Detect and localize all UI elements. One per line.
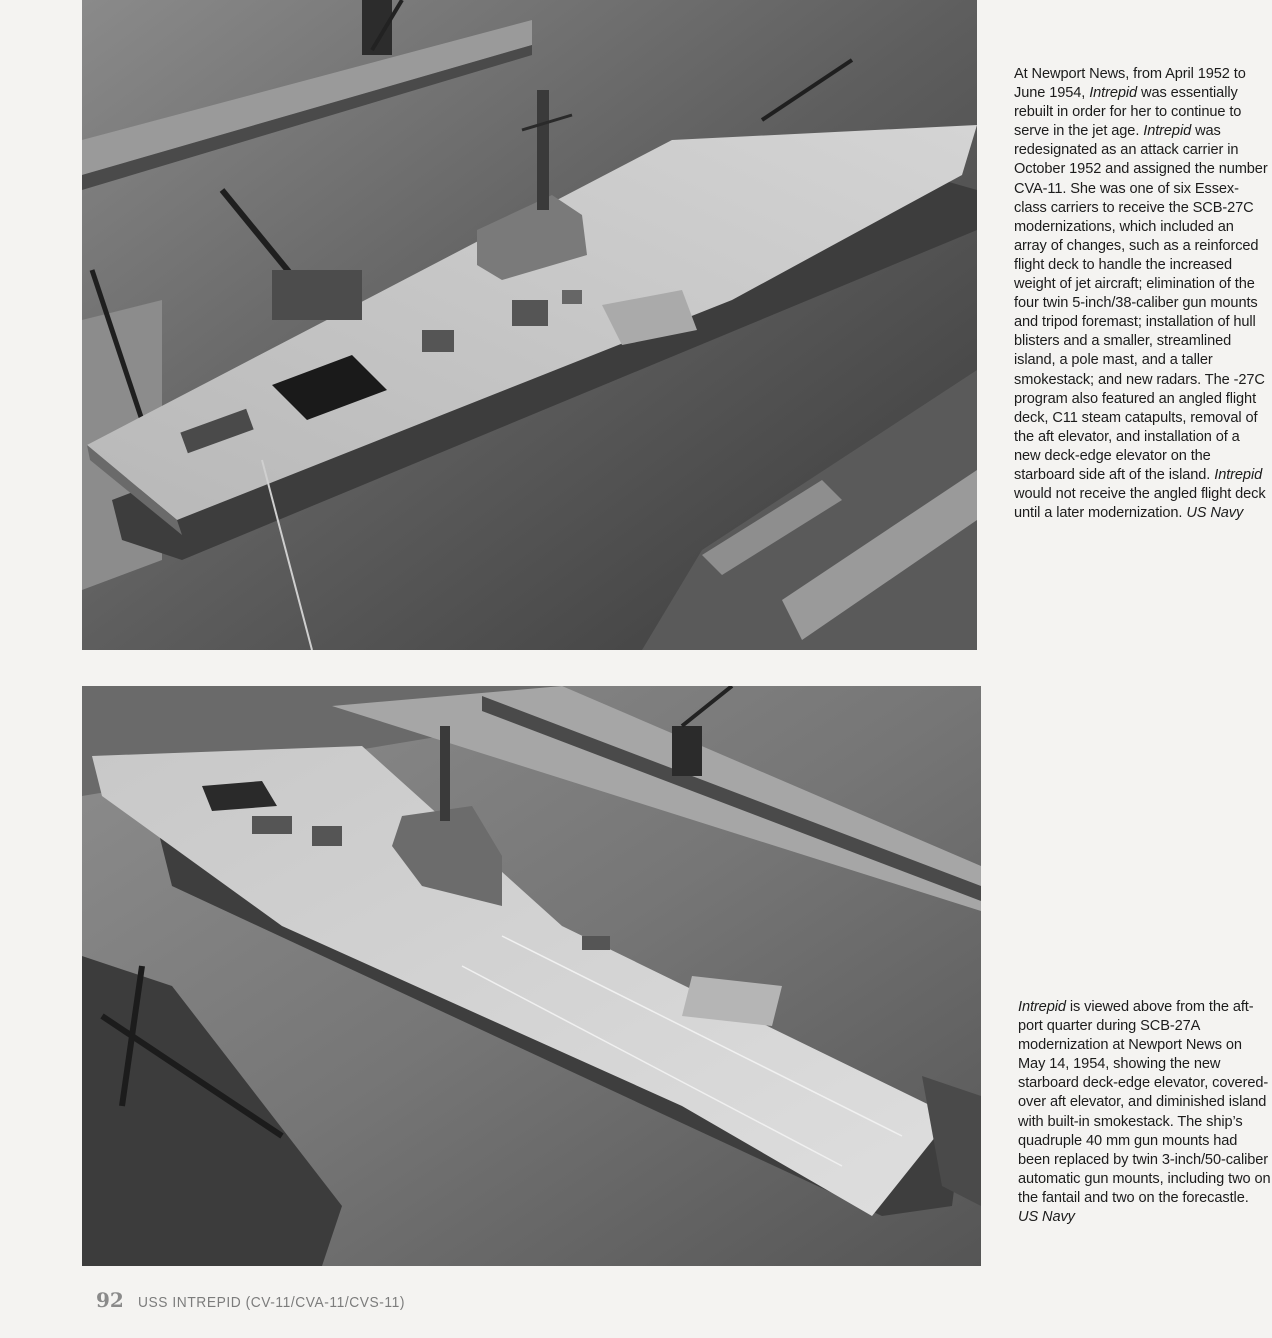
ship-name: Intrepid [1089, 85, 1138, 102]
aircraft-carrier-photo-icon [82, 686, 981, 1266]
ship-name: Intrepid [1143, 123, 1192, 140]
running-head: USS INTREPID (CV-11/CVA-11/CVS-11) [137, 1294, 405, 1311]
caption-top-text: was essentially rebuilt in order for her to continue to serve in the jet age. [1014, 85, 1242, 140]
top-photo [82, 0, 977, 650]
caption-top [1014, 65, 1270, 523]
bottom-photo [82, 686, 981, 1266]
aircraft-carrier-photo-icon [82, 0, 977, 650]
ship-name: Intrepid [1214, 466, 1263, 483]
caption-top-text: would not receive the angled flight deck until a later modernization. [1014, 486, 1266, 522]
photo-credit: US Navy [1018, 1209, 1075, 1226]
caption-top-prefix: At Newport News, from April 1952 to June 1954, [1014, 66, 1246, 102]
caption-bottom-paragraph [1018, 998, 1272, 1227]
caption-top-text: was redesignated as an attack carrier in October 1952 and assigned the number CVA-11. She was one of six Essex-class carriers to receive the SCB-27C modernizations, which included an array of changes, such as a reinforced flight deck to handle the increased weight of jet aircraft; elimination of the four twin 5-inch/38-caliber gun mounts and tripod foremast; installation of hull blisters and a smaller, streamlined island, a pole mast, and a taller smokestack; and new radars. The -27C program also featured an angled flight deck, C11 steam catapults, removal of the aft elevator, and installation of a new deck-edge elevator on the starboard side aft of the island. [1014, 123, 1268, 483]
caption-bottom [1018, 998, 1272, 1227]
page-footer [96, 1288, 428, 1312]
photo-credit: US Navy [1186, 505, 1244, 522]
page-number: 92 [96, 1288, 124, 1312]
caption-bottom-text: is viewed above from the aft-port quarter during SCB-27A modernization at Newport News on May 14, 1954, showing the new starboard deck-edge elevator, covered-over aft elevator, and diminished island with built-in smokestack. The ship’s quadruple 40 mm gun mounts had been replaced by twin 3-inch/50-caliber automatic gun mounts, including two on the fantail and two on the forecastle. [1018, 999, 1271, 1206]
ship-name: Intrepid [1018, 999, 1066, 1015]
caption-top-paragraph [1014, 65, 1270, 523]
